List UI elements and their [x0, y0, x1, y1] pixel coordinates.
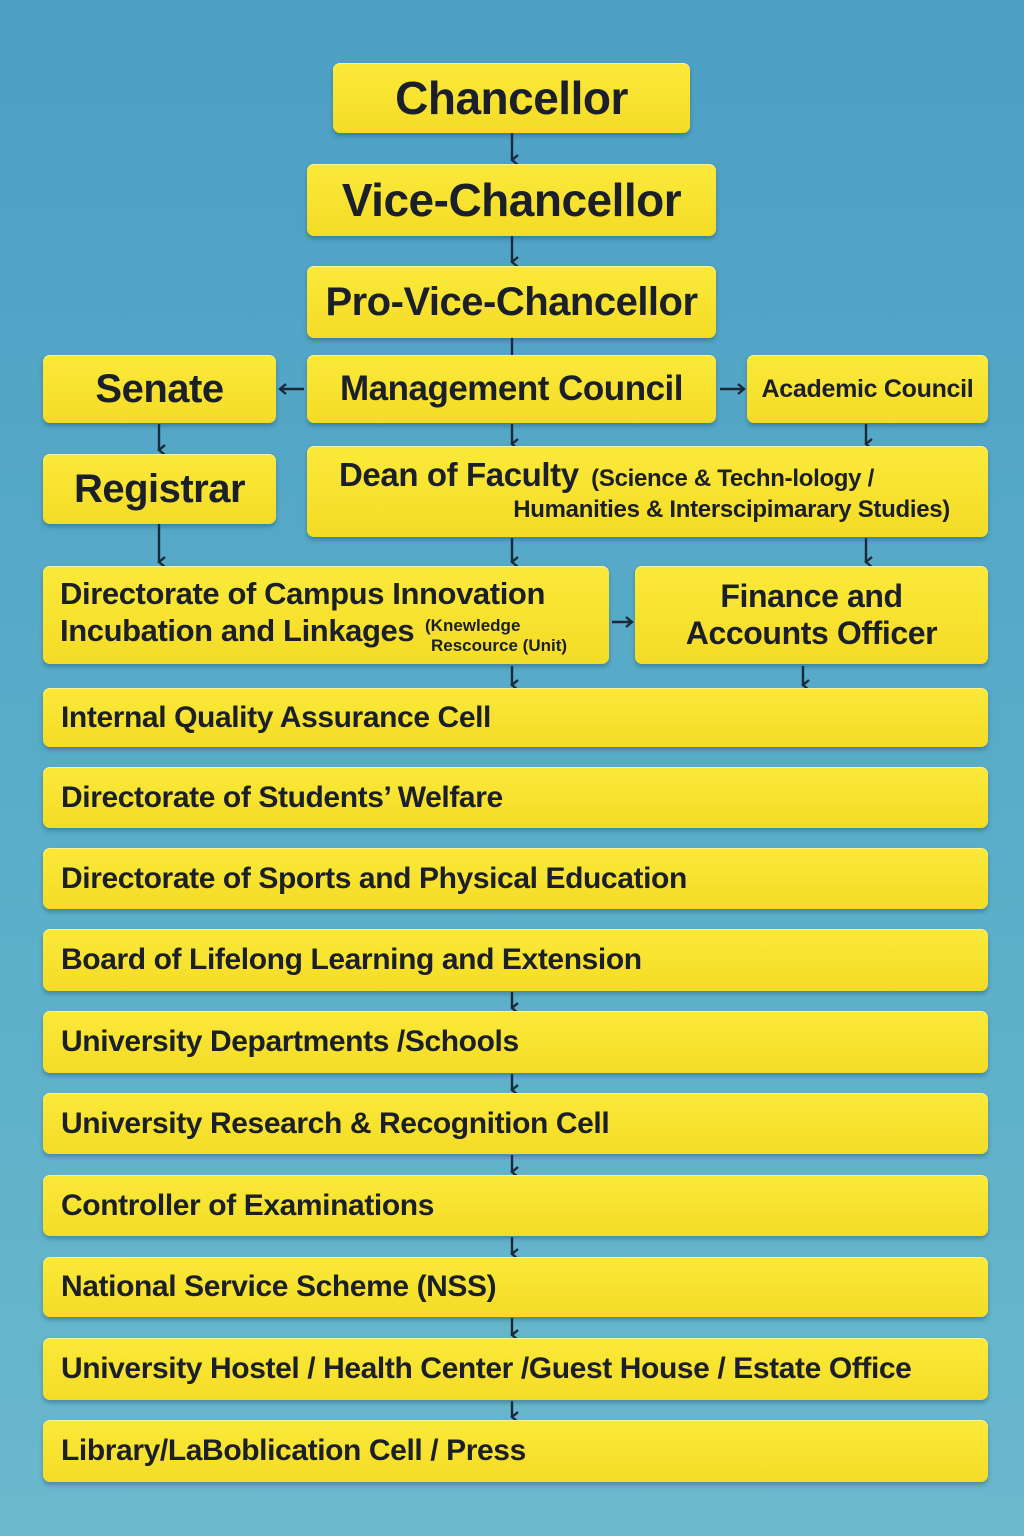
unit-directorate-sports [43, 848, 988, 909]
dean-of-faculty-box [307, 446, 988, 537]
directorate-campus-innovation-box [43, 566, 609, 664]
finance-accounts-line1: Finance and [720, 578, 903, 614]
dean-of-faculty-label: Dean of Faculty [339, 456, 579, 493]
unit-board-lifelong-learning [43, 929, 988, 991]
finance-accounts-officer-box [635, 566, 988, 664]
unit-label: Internal Quality Assurance Cell [61, 700, 491, 734]
registrar-label: Registrar [73, 466, 246, 511]
unit-label: National Service Scheme (NSS) [61, 1270, 497, 1303]
unit-research-recognition-cell [43, 1093, 988, 1154]
unit-label: University Hostel / Health Center /Guest House / Estate Office [61, 1352, 912, 1385]
unit-label: Board of Lifelong Learning and Extension [61, 943, 642, 976]
finance-accounts-line2: Accounts Officer [685, 615, 938, 651]
unit-internal-quality-assurance-cell [43, 688, 988, 747]
chancellor-box [333, 63, 690, 133]
unit-label: University Departments /Schools [61, 1025, 519, 1058]
unit-label: Library/LaBoblication Cell / Press [61, 1434, 526, 1467]
management-council-box [307, 355, 716, 423]
academic-council-box [747, 355, 988, 423]
unit-label: Directorate of Sports and Physical Education [61, 861, 687, 895]
unit-hostel-health-guest-estate [43, 1338, 988, 1400]
unit-library-publication-press [43, 1420, 988, 1482]
unit-directorate-students-welfare [43, 767, 988, 828]
unit-national-service-scheme [43, 1257, 988, 1317]
academic-council-label: Academic Council [761, 374, 974, 403]
pro-vice-chancellor-label: Pro-Vice-Chancellor [325, 279, 698, 324]
dean-faculty-note-line2: Humanities & Interscipimarary Studies) [513, 496, 950, 523]
vice-chancellor-label: Vice-Chancellor [341, 174, 682, 226]
knowledge-resource-note-line2: Rescource (Unit) [431, 636, 568, 655]
registrar-box [43, 454, 276, 524]
unit-label: Directorate of Students’ Welfare [61, 780, 503, 814]
directorate-campus-innovation-line1: Directorate of Campus Innovation [60, 576, 545, 611]
dean-faculty-note-line1: (Science & Techn-lology / [591, 465, 874, 492]
unit-controller-examinations [43, 1175, 988, 1236]
unit-label: Controller of Examinations [61, 1188, 434, 1222]
pro-vice-chancellor-box [307, 266, 716, 338]
management-council-label: Management Council [340, 369, 683, 408]
unit-label: University Research & Recognition Cell [61, 1106, 610, 1140]
vice-chancellor-box [307, 164, 716, 236]
directorate-campus-innovation-line2: Incubation and Linkages [60, 613, 415, 648]
unit-university-departments [43, 1011, 988, 1073]
senate-box [43, 355, 276, 423]
senate-label: Senate [95, 366, 224, 411]
chancellor-label: Chancellor [395, 72, 628, 124]
knowledge-resource-note-line1: (Knewledge [425, 616, 521, 635]
